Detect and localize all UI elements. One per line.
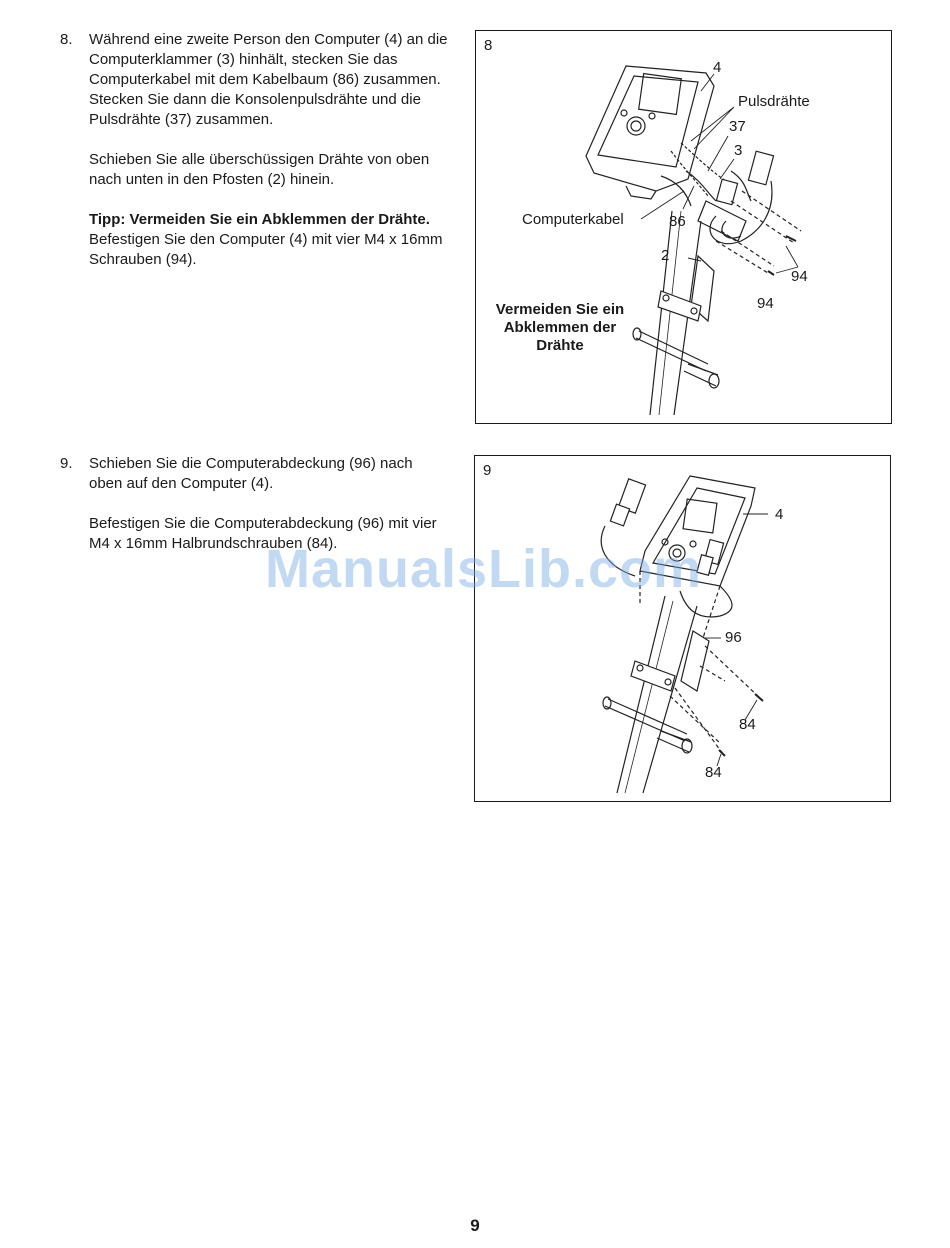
warning-label: Vermeiden Sie ein Abklemmen der Drähte <box>495 301 625 354</box>
callout-4: 4 <box>775 506 784 523</box>
callout-86: 86 <box>669 213 686 230</box>
callout-3: 3 <box>734 142 743 159</box>
step-paragraph: Befestigen Sie die Computerabdeckung (96) mit vier M4 x 16mm Halbrundschrauben (84). <box>89 515 437 552</box>
callout-94: 94 <box>791 268 808 285</box>
callout-84: 84 <box>739 716 756 733</box>
step-number: 9. <box>60 455 73 472</box>
watermark: ManualsLib.com <box>265 539 703 599</box>
callout-computerkabel: Computerkabel <box>522 211 624 228</box>
callout-94: 94 <box>757 295 774 312</box>
figure-number: 9 <box>483 462 492 479</box>
callout-2: 2 <box>661 247 670 264</box>
step-8 <box>60 30 450 290</box>
step-number: 8. <box>60 31 73 48</box>
step-paragraph: Schieben Sie alle überschüssigen Drähte von oben nach unten in den Pfosten (2) hinein. <box>89 151 430 188</box>
tip-text: Befestigen Sie den Computer (4) mit vier M4 x 16mm Schrauben (94). <box>89 231 443 268</box>
step-paragraph: Während eine zweite Person den Computer (4) an die Computerklammer (3) hinhält, stecken Sie das Computerkabel mit dem Kabelbaum (86) zusammen. Stecken Sie dann die Konsolenpulsdrähte und die Pulsdrähte (37) zusammen. <box>89 31 448 128</box>
page-number: 9 <box>470 1216 480 1235</box>
assembly-drawing-9 <box>475 456 892 803</box>
figure-number: 8 <box>484 37 493 54</box>
figure-8 <box>475 30 892 424</box>
tip-label: Tipp: Vermeiden Sie ein Abklemmen der Drähte. <box>89 211 430 228</box>
callout-37: 37 <box>729 118 746 135</box>
callout-pulsdraehte: Pulsdrähte <box>738 93 810 110</box>
callout-84: 84 <box>705 764 722 781</box>
callout-4: 4 <box>713 59 722 76</box>
tip-paragraph <box>89 210 450 270</box>
figure-9 <box>474 455 891 802</box>
step-paragraph: Schieben Sie die Computerabdeckung (96) nach oben auf den Computer (4). <box>89 455 413 492</box>
callout-96: 96 <box>725 629 742 646</box>
